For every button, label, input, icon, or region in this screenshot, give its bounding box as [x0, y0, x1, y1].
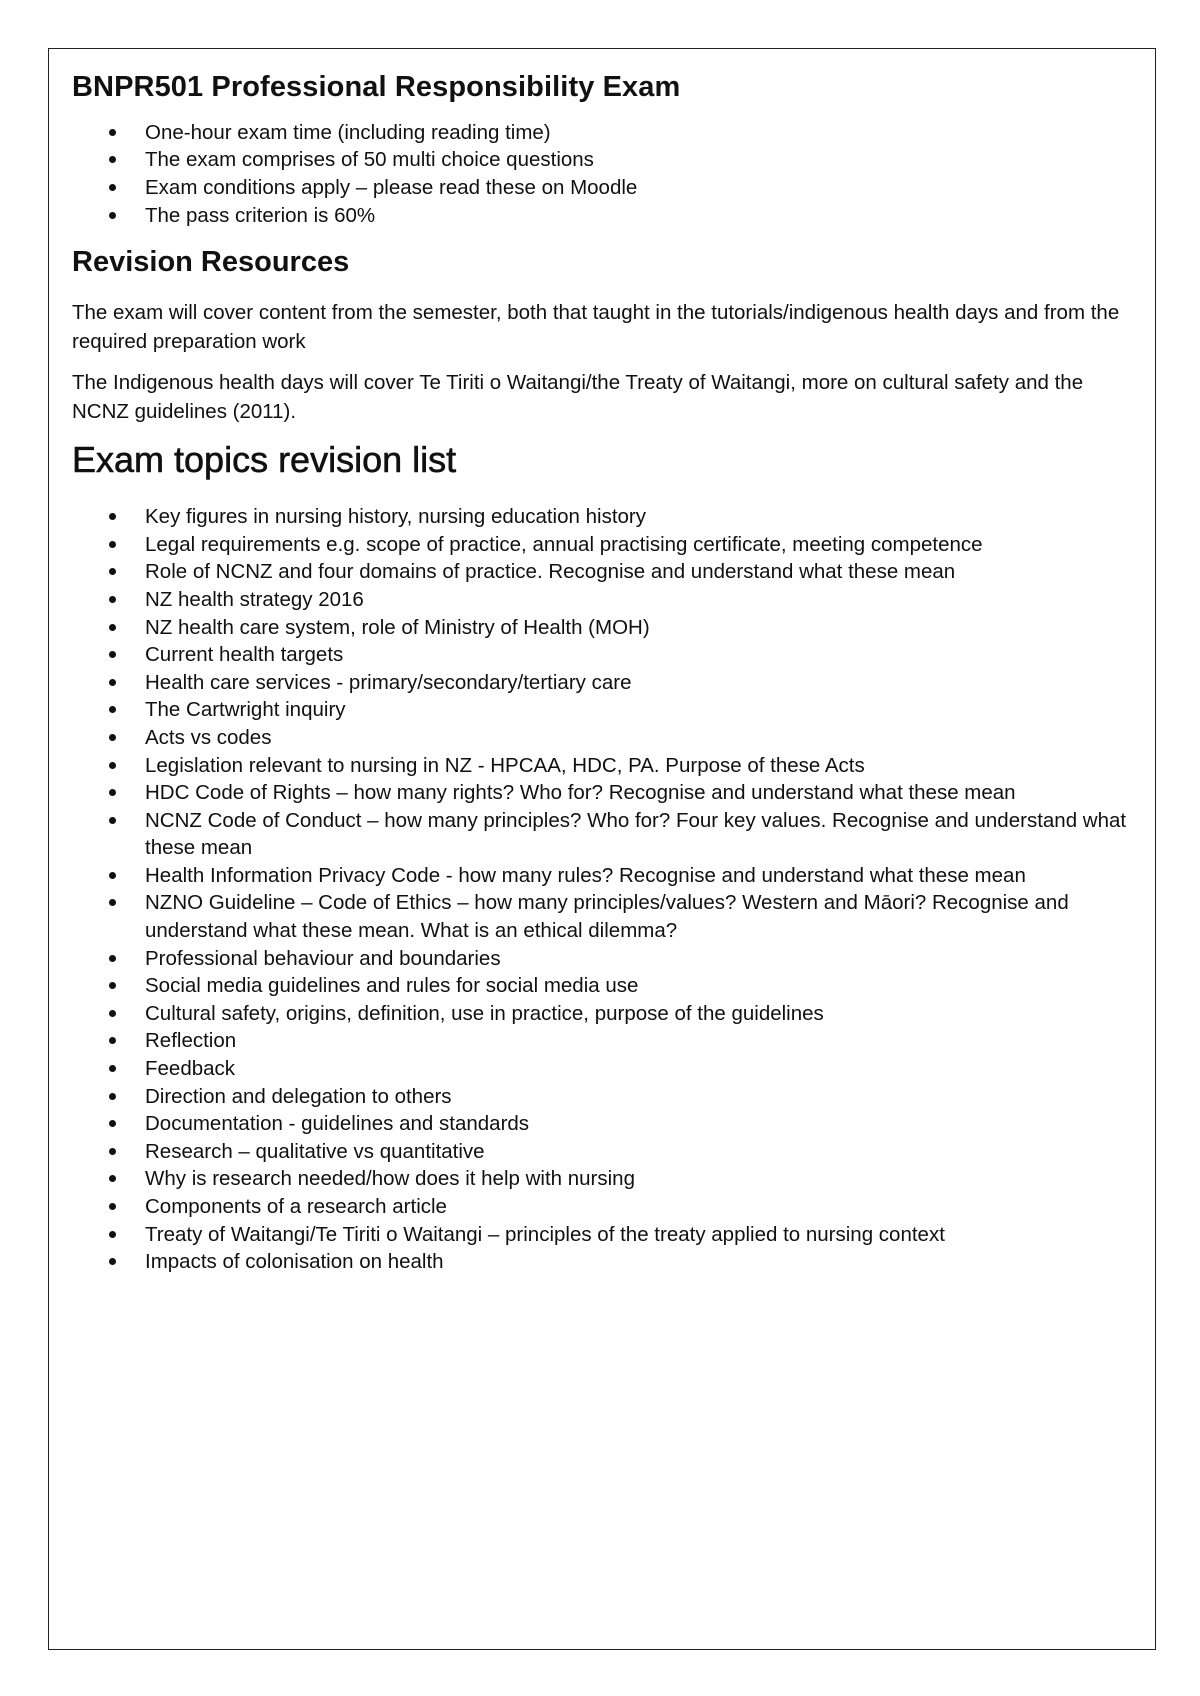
bullet-icon [109, 1258, 116, 1265]
list-item: NCNZ Code of Conduct – how many principles? Who for? Four key values. Recognise and understand what these mean [72, 807, 1142, 862]
list-item: Documentation - guidelines and standards [72, 1110, 1142, 1138]
list-item: Professional behaviour and boundaries [72, 945, 1142, 973]
list-item: Components of a research article [72, 1193, 1142, 1221]
bullet-icon [109, 624, 116, 631]
bullet-icon [109, 817, 116, 824]
bullet-icon [109, 1148, 116, 1155]
list-item: Key figures in nursing history, nursing education history [72, 503, 1142, 531]
bullet-icon [109, 651, 116, 658]
list-item: Current health targets [72, 641, 1142, 669]
list-item: Role of NCNZ and four domains of practice. Recognise and understand what these mean [72, 558, 1142, 586]
revision-paragraph: The Indigenous health days will cover Te Tiriti o Waitangi/the Treaty of Waitangi, more on cultural safety and the NCNZ guidelines (2011). [72, 370, 1084, 423]
list-item: Impacts of colonisation on health [72, 1248, 1142, 1276]
list-item: NZ health strategy 2016 [72, 586, 1142, 614]
bullet-icon [109, 1203, 116, 1210]
list-item: NZ health care system, role of Ministry of Health (MOH) [72, 614, 1142, 642]
topics-list [72, 503, 1142, 1276]
list-item: Direction and delegation to others [72, 1083, 1142, 1111]
bullet-icon [109, 513, 116, 520]
list-item: The Cartwright inquiry [72, 696, 1142, 724]
document-title: BNPR501 Professional Responsibility Exam [72, 71, 681, 103]
list-item: Treaty of Waitangi/Te Tiriti o Waitangi – principles of the treaty applied to nursing context [72, 1221, 1142, 1249]
bullet-icon [109, 734, 116, 741]
bullet-icon [109, 1037, 116, 1044]
bullet-icon [109, 706, 116, 713]
bullet-icon [109, 541, 116, 548]
exam-info-list [72, 119, 1142, 229]
bullet-icon [109, 982, 116, 989]
list-item: NZNO Guideline – Code of Ethics – how many principles/values? Western and Māori? Recognise and understand what these mean. What is an ethical dilemma? [72, 889, 1142, 944]
list-item: HDC Code of Rights – how many rights? Who for? Recognise and understand what these mean [72, 779, 1142, 807]
list-item: Cultural safety, origins, definition, use in practice, purpose of the guidelines [72, 1000, 1142, 1028]
list-item: Legal requirements e.g. scope of practice, annual practising certificate, meeting competence [72, 531, 1142, 559]
bullet-icon [109, 789, 116, 796]
bullet-icon [109, 899, 116, 906]
bullet-icon [109, 1065, 116, 1072]
bullet-icon [109, 184, 116, 191]
list-item: Health Information Privacy Code - how many rules? Recognise and understand what these mean [72, 862, 1142, 890]
list-item: Research – qualitative vs quantitative [72, 1138, 1142, 1166]
bullet-icon [109, 568, 116, 575]
bullet-icon [109, 129, 116, 136]
topics-heading: Exam topics revision list [72, 438, 457, 480]
list-item: Reflection [72, 1027, 1142, 1055]
bullet-icon [109, 872, 116, 879]
list-item: Exam conditions apply – please read these on Moodle [72, 174, 1142, 202]
list-item: Why is research needed/how does it help with nursing [72, 1165, 1142, 1193]
list-item: Feedback [72, 1055, 1142, 1083]
list-item: Acts vs codes [72, 724, 1142, 752]
revision-paragraph: The exam will cover content from the semester, both that taught in the tutorials/indigenous health days and from the required preparation work [72, 300, 1120, 353]
bullet-icon [109, 156, 116, 163]
bullet-icon [109, 762, 116, 769]
bullet-icon [109, 1093, 116, 1100]
bullet-icon [109, 1231, 116, 1238]
list-item: The exam comprises of 50 multi choice questions [72, 146, 1142, 174]
list-item: Legislation relevant to nursing in NZ - HPCAA, HDC, PA. Purpose of these Acts [72, 752, 1142, 780]
list-item: Social media guidelines and rules for social media use [72, 972, 1142, 1000]
bullet-icon [109, 679, 116, 686]
list-item: One-hour exam time (including reading time) [72, 119, 1142, 147]
bullet-icon [109, 955, 116, 962]
bullet-icon [109, 1120, 116, 1127]
bullet-icon [109, 212, 116, 219]
list-item: The pass criterion is 60% [72, 202, 1142, 230]
list-item: Health care services - primary/secondary/tertiary care [72, 669, 1142, 697]
revision-resources-heading: Revision Resources [72, 246, 350, 279]
bullet-icon [109, 596, 116, 603]
bullet-icon [109, 1175, 116, 1182]
bullet-icon [109, 1010, 116, 1017]
document-body [72, 70, 1142, 1276]
